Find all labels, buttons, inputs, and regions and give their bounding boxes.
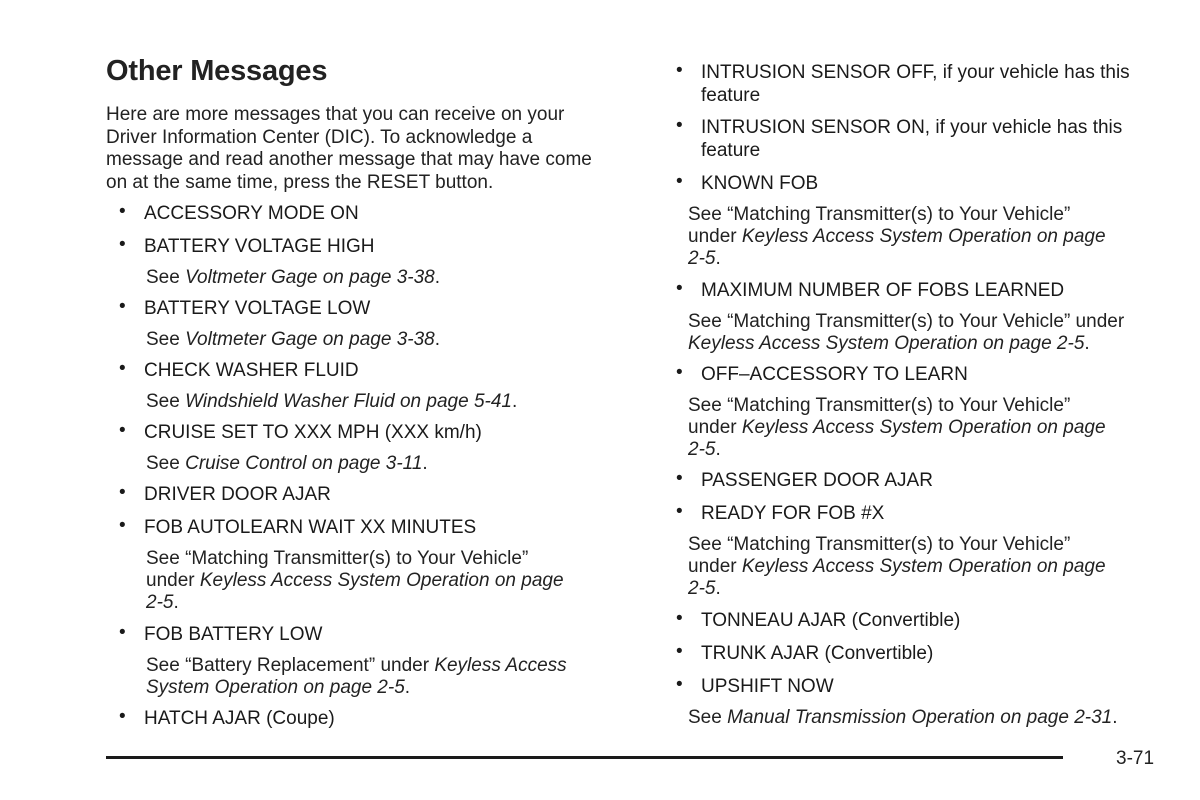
bullet-icon: • (676, 115, 683, 136)
cross-reference: See “Matching Transmitter(s) to Your Vehicle” under Keyless Access System Operation on page 2-5. (146, 547, 564, 613)
list-item: • DRIVER DOOR AJAR (119, 482, 331, 505)
cross-reference: See Manual Transmission Operation on page 2-31. (688, 706, 1118, 728)
cross-reference: See “Matching Transmitter(s) to Your Vehicle” under Keyless Access System Operation on page 2-5. (688, 203, 1106, 269)
cross-reference: See “Matching Transmitter(s) to Your Vehicle” under Keyless Access System Operation on page 2-5. (688, 310, 1125, 354)
list-item: • FOB AUTOLEARN WAIT XX MINUTES See “Matching Transmitter(s) to Your Vehicle” under Keyless Access System Operation on page 2-5. (106, 517, 606, 614)
footer-rule (106, 756, 1063, 759)
list-item: • READY FOR FOB #X See “Matching Transmitter(s) to Your Vehicle” under Keyless Access System Operation on page 2-5. (663, 503, 1163, 600)
cross-reference: See Cruise Control on page 3-11. (146, 452, 428, 474)
bullet-icon: • (119, 420, 126, 441)
bullet-icon: • (676, 278, 683, 299)
list-item: • MAXIMUM NUMBER OF FOBS LEARNED See “Matching Transmitter(s) to Your Vehicle” under Keyless Access System Operation on page 2-5. (663, 280, 1163, 355)
bullet-icon: • (676, 608, 683, 629)
cross-reference: See Voltmeter Gage on page 3-38. (146, 266, 441, 288)
list-item: • BATTERY VOLTAGE LOW See Voltmeter Gage on page 3-38. (106, 298, 606, 351)
list-item: • BATTERY VOLTAGE HIGH See Voltmeter Gage on page 3-38. (106, 236, 606, 289)
bullet-icon: • (119, 234, 126, 255)
list-item: • PASSENGER DOOR AJAR (676, 468, 933, 491)
list-item: • OFF–ACCESSORY TO LEARN See “Matching Transmitter(s) to Your Vehicle” under Keyless Access System Operation on page 2-5. (663, 364, 1163, 461)
cross-reference: See “Matching Transmitter(s) to Your Vehicle” under Keyless Access System Operation on page 2-5. (688, 394, 1106, 460)
list-item: • HATCH AJAR (Coupe) (119, 706, 335, 729)
list-item: • UPSHIFT NOW See Manual Transmission Operation on page 2-31. (663, 676, 1163, 729)
bullet-icon: • (676, 362, 683, 383)
bullet-icon: • (119, 358, 126, 379)
intro-paragraph: Here are more messages that you can receive on your Driver Information Center (DIC). To acknowledge a message and read another message that may have come on at the same time, press the RESET button. (106, 104, 592, 193)
cross-reference: See Voltmeter Gage on page 3-38. (146, 328, 441, 350)
list-item: • TRUNK AJAR (Convertible) (676, 641, 934, 664)
bullet-icon: • (676, 641, 683, 662)
bullet-icon: • (119, 482, 126, 503)
bullet-icon: • (119, 201, 126, 222)
cross-reference: See “Battery Replacement” under Keyless Access System Operation on page 2-5. (146, 654, 567, 698)
bullet-icon: • (119, 296, 126, 317)
list-item: • TONNEAU AJAR (Convertible) (676, 608, 961, 631)
bullet-icon: • (676, 674, 683, 695)
list-item: • CHECK WASHER FLUID See Windshield Washer Fluid on page 5-41. (106, 360, 606, 413)
page-number: 3-71 (1116, 748, 1155, 769)
list-item: • CRUISE SET TO XXX MPH (XXX km/h) See Cruise Control on page 3-11. (106, 422, 606, 475)
bullet-icon: • (676, 501, 683, 522)
list-item: • INTRUSION SENSOR ON, if your vehicle has this feature (676, 115, 1123, 161)
bullet-icon: • (119, 515, 126, 536)
list-item: • INTRUSION SENSOR OFF, if your vehicle has this feature (676, 60, 1130, 106)
list-item: • ACCESSORY MODE ON (119, 201, 359, 224)
bullet-icon: • (119, 622, 126, 643)
list-item: • KNOWN FOB See “Matching Transmitter(s) to Your Vehicle” under Keyless Access System Operation on page 2-5. (663, 173, 1163, 270)
bullet-icon: • (119, 706, 126, 727)
bullet-icon: • (676, 468, 683, 489)
list-item: • FOB BATTERY LOW See “Battery Replacement” under Keyless Access System Operation on page 2-5. (106, 624, 606, 699)
cross-reference: See Windshield Washer Fluid on page 5-41. (146, 390, 518, 412)
bullet-icon: • (676, 60, 683, 81)
cross-reference: See “Matching Transmitter(s) to Your Vehicle” under Keyless Access System Operation on page 2-5. (688, 533, 1106, 599)
bullet-icon: • (676, 171, 683, 192)
page-title: Other Messages (106, 55, 328, 87)
